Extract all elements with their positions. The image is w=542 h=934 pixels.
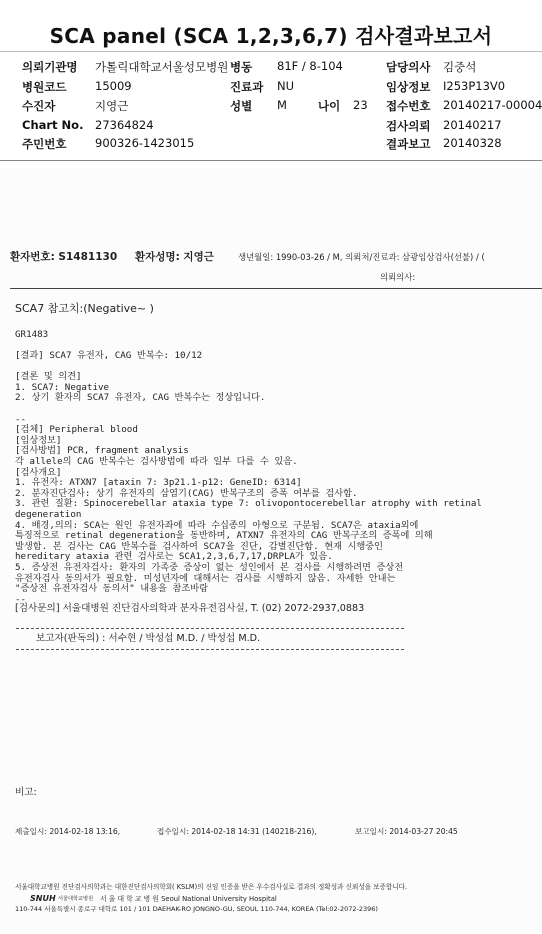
report-title: SCA panel (SCA 1,2,3,6,7) 검사결과보고서 xyxy=(49,24,493,48)
label-chart-no: Chart No. xyxy=(22,118,84,132)
result-line: [검사방법] PCR, fragment analysis xyxy=(15,445,189,457)
label-report-date: 결과보고 xyxy=(386,137,431,151)
result-line: 유전자검사 동의서가 필요함. 미성년자에 대해서는 검사를 시행하지 않음. 자세한 안내는 xyxy=(15,572,396,584)
accreditation-note: 서울대학교병원 진단검사의학과는 대한진단검사의학회( KSLM)의 신임 인증을 받은 우수검사실로 결과의 정확성과 신뢰성을 보증합니다. xyxy=(15,883,408,891)
value-ward: 81F / 8-104 xyxy=(277,59,343,73)
value-accession-no: 20140217-00004 xyxy=(443,98,542,112)
result-line: [검체] Peripheral blood xyxy=(15,424,138,436)
value-resident-no: 900326-1423015 xyxy=(95,136,195,150)
reporter-line: 보고자(판독의) : 서수현 / 박성섭 M.D. / 박성섭 M.D. xyxy=(36,633,261,644)
result-line: 각 allele의 CAG 반복수는 검사방법에 따라 일부 다를 수 있음. xyxy=(15,456,298,467)
value-patient: 지영근 xyxy=(95,99,129,113)
label-patient: 수진자 xyxy=(22,99,56,113)
sca7-reference-title: SCA7 참고치:(Negative~ ) xyxy=(15,302,154,315)
result-line: 1. 유전자: ATXN7 [ataxin 7: 3p21.1-p12: GeneID: 6314] xyxy=(15,477,302,489)
reported-time: 보고일시: 2014-03-27 20:45 xyxy=(355,827,458,836)
result-line: "증상전 유전자검사 동의서" 내용을 참조바람 xyxy=(15,583,208,595)
result-line: 3. 관련 질환: Spinocerebellar ataxia type 7: olivopontocerebellar atrophy with retinal xyxy=(15,498,482,510)
inquiry-contact: [검사문의] 서울대병원 진단검사의학과 분자유전검사실, T. (02) 2072-2937,0883 xyxy=(15,603,365,614)
result-line: 4. 배경,의의: SCA는 원인 유전자좌에 따라 수십종의 아형으로 구분됨. SCA7은 ataxia외에 xyxy=(15,519,419,531)
result-line: [결론 및 의견] xyxy=(15,371,82,383)
value-request-date: 20140217 xyxy=(443,118,502,132)
referring-doctor: 의뢰의사: xyxy=(380,272,416,282)
result-line: [결과] SCA7 유전자, CAG 반복수: 10/12 xyxy=(15,350,203,361)
label-resident-no: 주민번호 xyxy=(22,137,67,151)
value-chart-no: 27364824 xyxy=(95,118,154,132)
patient-meta: 생년월일: 1990-03-26 / M, 의뢰처/진료과: 삼광임상검사(선불) / ( xyxy=(238,252,485,262)
dashed-rule-top xyxy=(16,628,404,629)
snuh-logo: SNUH xyxy=(30,894,56,903)
result-line: 1. SCA7: Negative xyxy=(15,381,110,393)
result-line: [검사개요] xyxy=(15,466,62,478)
created-time: 제출일시: 2014-02-18 13:16, xyxy=(15,827,121,836)
value-hospital-code: 15009 xyxy=(95,79,132,93)
header-divider-bottom xyxy=(0,160,542,161)
snuh-logo-subtext: 서울대학교병원 xyxy=(58,896,94,902)
value-clinical-info: I253P13V0 xyxy=(443,79,506,93)
result-line: -- xyxy=(15,413,27,425)
result-line: 2. 상기 환자의 SCA7 유전자, CAG 반복수는 정상입니다. xyxy=(15,392,266,404)
hospital-address: 110-744 서울특별시 종로구 대학로 101 / 101 DAEHAK-RO JONGNO-GU, SEOUL 110-744, KOREA (Tel:02-2072-2396) xyxy=(15,905,378,913)
header-divider-top xyxy=(0,51,542,52)
label-hospital-code: 병원코드 xyxy=(22,80,67,94)
value-institution: 가톨릭대학교서울성모병원 xyxy=(95,60,229,74)
result-line: 특징적으로 retinal degeneration을 동반하며, ATXN7 유전자의 CAG 반복구조의 증폭에 의해 xyxy=(15,530,433,542)
received-time: 접수일시: 2014-02-18 14:31 (140218-216), xyxy=(157,827,317,836)
patient-name: 환자성명: 지영근 xyxy=(135,251,214,263)
remark-label: 비고: xyxy=(15,787,37,798)
patient-number: 환자번호: S1481130 xyxy=(10,251,118,263)
result-line: 2. 분자진단검사: 상기 유전자의 삼염기(CAG) 반복구조의 증폭 여부를 검사함. xyxy=(15,487,358,499)
label-institution: 의뢰기관명 xyxy=(22,60,78,74)
label-ward: 병동 xyxy=(230,60,253,74)
scanned-report xyxy=(0,168,542,932)
result-line: hereditary ataxia 관련 검사로는 SCA1,2,3,6,7,17,DRPLA가 있음. xyxy=(15,551,333,563)
value-age: 23 xyxy=(353,98,368,112)
label-clinical-info: 임상정보 xyxy=(386,80,431,94)
report-header xyxy=(0,0,542,163)
hospital-name: 서 울 대 학 교 병 원 Seoul National University Hospital xyxy=(100,895,277,903)
label-request-date: 검사의뢰 xyxy=(386,119,431,133)
result-line: -- xyxy=(15,593,27,605)
value-sex: M xyxy=(277,98,287,112)
label-age: 나이 xyxy=(318,99,341,113)
label-department: 진료과 xyxy=(230,80,264,94)
value-report-date: 20140328 xyxy=(443,136,502,150)
value-department: NU xyxy=(277,79,295,93)
value-doctor: 김중석 xyxy=(443,60,477,74)
result-line: 5. 증상전 유전자검사: 환자의 가족중 증상이 없는 성인에서 본 검사를 시행하려면 증상전 xyxy=(15,562,404,573)
dashed-rule-bottom xyxy=(16,649,404,650)
result-line: [임상정보] xyxy=(15,434,62,446)
scan-divider xyxy=(10,288,542,289)
gr-code: GR1483 xyxy=(15,329,49,340)
label-sex: 성별 xyxy=(230,99,253,113)
result-line: degeneration xyxy=(15,509,82,520)
label-accession-no: 접수번호 xyxy=(386,99,431,113)
result-line: 발생함. 본 검사는 CAG 반복수를 검사하여 SCA7을 진단, 감별진단함. 현재 시행중인 xyxy=(15,540,384,552)
label-doctor: 담당의사 xyxy=(386,60,431,74)
